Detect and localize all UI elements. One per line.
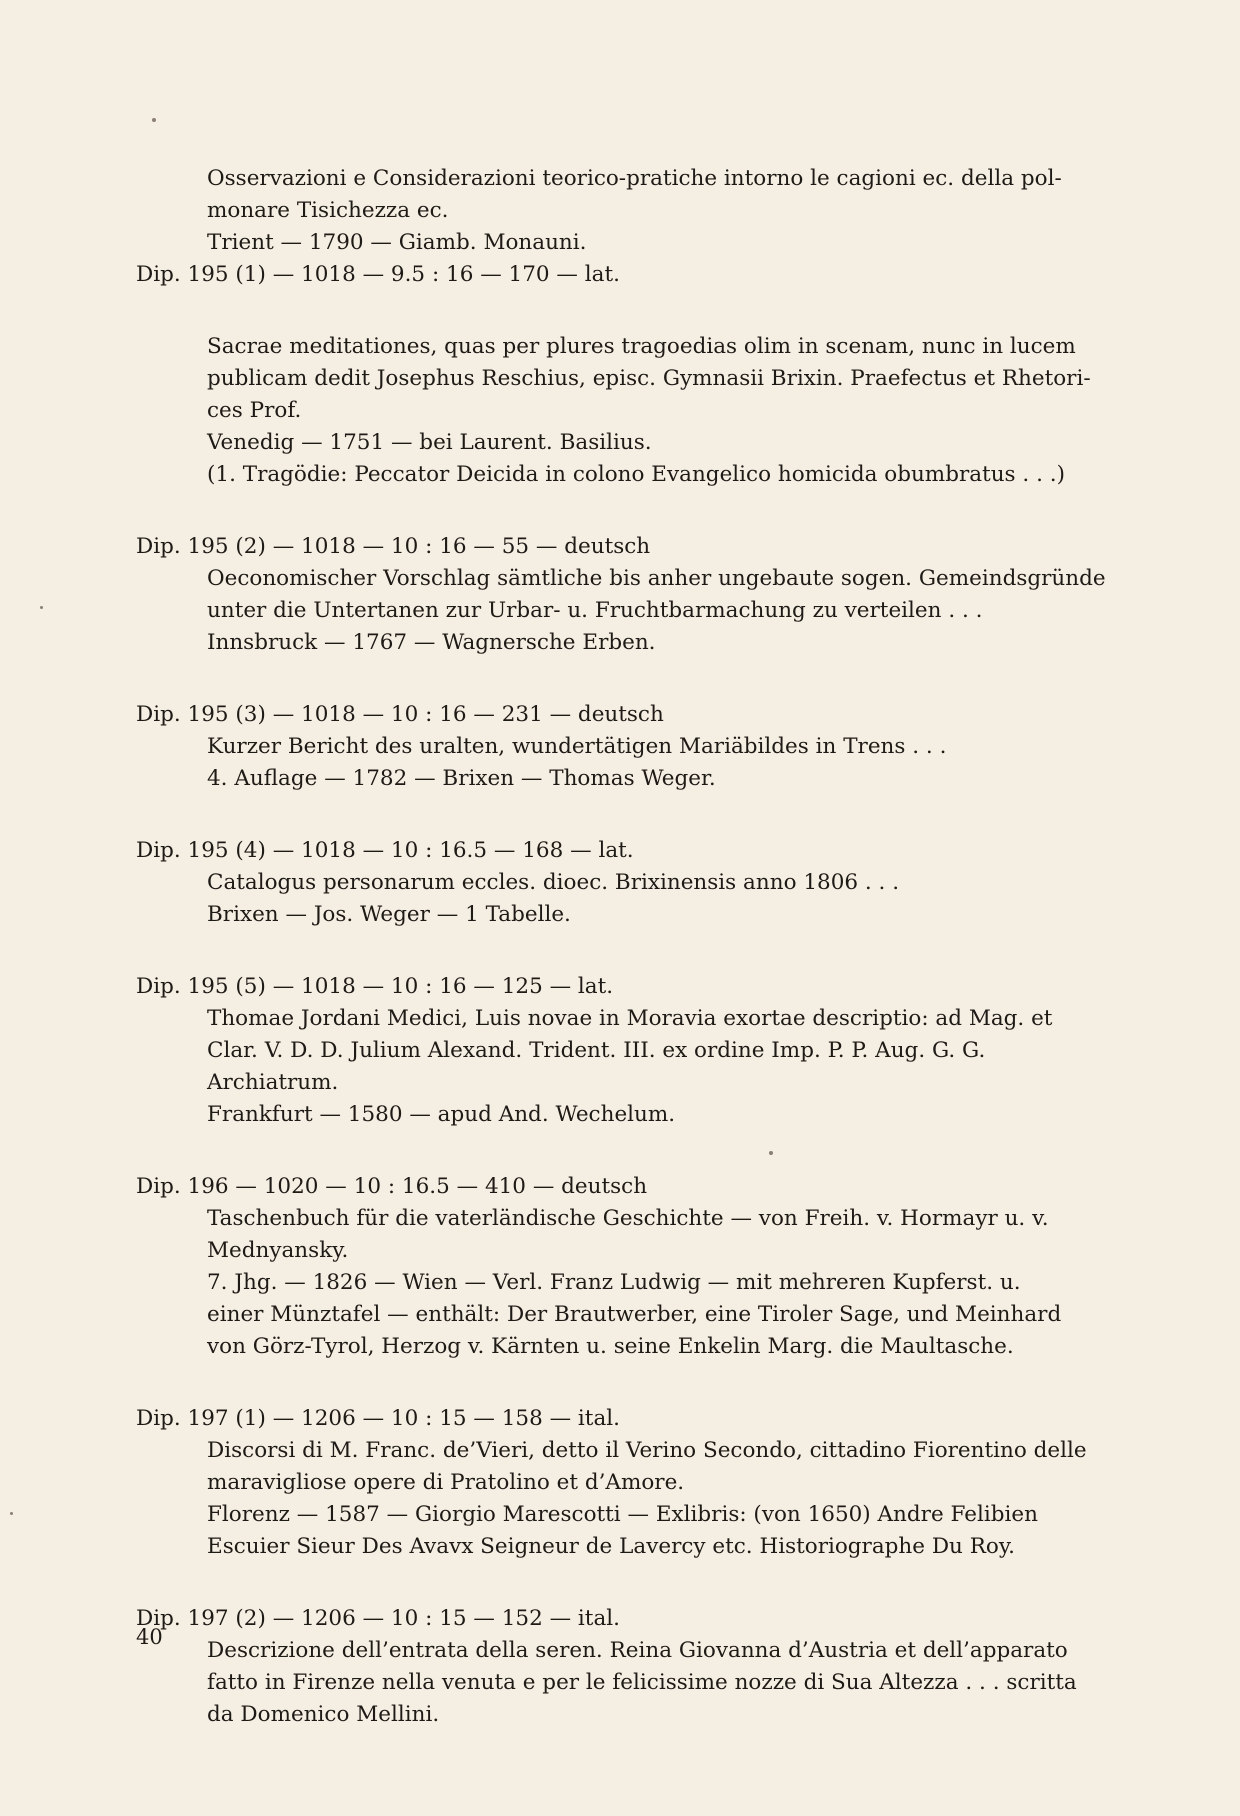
catalog-entry bbox=[136, 163, 1132, 291]
entry-line: Escuier Sieur Des Avavx Seigneur de Lavercy etc. Historiographe Du Roy. bbox=[207, 1534, 1015, 1559]
entry-line: Catalogus personarum eccles. dioec. Brixinensis anno 1806 . . . bbox=[207, 870, 900, 895]
paper-speck bbox=[152, 118, 156, 122]
entry-line: Trient — 1790 — Giamb. Monauni. bbox=[207, 230, 587, 255]
entry-line: Mednyansky. bbox=[207, 1238, 349, 1263]
catalog-entries bbox=[136, 163, 1132, 1771]
entry-line: unter die Untertanen zur Urbar- u. Fruchtbarmachung zu verteilen . . . bbox=[207, 598, 983, 623]
entry-line: da Domenico Mellini. bbox=[207, 1702, 440, 1727]
entry-line: Sacrae meditationes, quas per plures tragoedias olim in scenam, nunc in lucem bbox=[207, 334, 1076, 359]
entry-line: 7. Jhg. — 1826 — Wien — Verl. Franz Ludwig — mit mehreren Kupferst. u. bbox=[207, 1270, 1021, 1295]
entry-line: Frankfurt — 1580 — apud And. Wechelum. bbox=[207, 1102, 676, 1127]
catalog-entry bbox=[136, 331, 1132, 491]
entry-line: maravigliose opere di Pratolino et d’Amore. bbox=[207, 1470, 685, 1495]
catalog-entry bbox=[136, 1171, 1132, 1363]
entry-line: Archiatrum. bbox=[207, 1070, 339, 1095]
entry-line: 4. Auflage — 1782 — Brixen — Thomas Weger. bbox=[207, 766, 716, 791]
entry-line: fatto in Firenze nella venuta e per le felicissime nozze di Sua Altezza . . . scritta bbox=[207, 1670, 1077, 1695]
entry-line: Descrizione dell’entrata della seren. Reina Giovanna d’Austria et dell’apparato bbox=[207, 1638, 1068, 1663]
entry-signature: Dip. 195 (3) — 1018 — 10 : 16 — 231 — deutsch bbox=[136, 702, 664, 727]
entry-line: Discorsi di M. Franc. de’Vieri, detto il Verino Secondo, cittadino Fiorentino delle bbox=[207, 1438, 1087, 1463]
entry-signature: Dip. 195 (2) — 1018 — 10 : 16 — 55 — deutsch bbox=[136, 534, 651, 559]
catalog-entry bbox=[136, 1603, 1132, 1731]
entry-line: einer Münztafel — enthält: Der Brautwerber, eine Tiroler Sage, und Meinhard bbox=[207, 1302, 1062, 1327]
entry-line: von Görz-Tyrol, Herzog v. Kärnten u. seine Enkelin Marg. die Maultasche. bbox=[207, 1334, 1014, 1359]
entry-line: Osservazioni e Considerazioni teorico-pratiche intorno le cagioni ec. della pol- bbox=[207, 166, 1062, 191]
catalog-entry bbox=[136, 1403, 1132, 1563]
entry-line: monare Tisichezza ec. bbox=[207, 198, 449, 223]
entry-line: ces Prof. bbox=[207, 398, 302, 423]
entry-signature: Dip. 196 — 1020 — 10 : 16.5 — 410 — deutsch bbox=[136, 1174, 648, 1199]
paper-speck bbox=[40, 606, 43, 609]
entry-signature: Dip. 195 (5) — 1018 — 10 : 16 — 125 — lat. bbox=[136, 974, 614, 999]
page-number: 40 bbox=[136, 1625, 163, 1649]
entry-line: Venedig — 1751 — bei Laurent. Basilius. bbox=[207, 430, 652, 455]
entry-line: Clar. V. D. D. Julium Alexand. Trident. III. ex ordine Imp. P. P. Aug. G. G. bbox=[207, 1038, 986, 1063]
catalog-entry bbox=[136, 971, 1132, 1131]
entry-signature: Dip. 197 (2) — 1206 — 10 : 15 — 152 — ital. bbox=[136, 1606, 620, 1631]
entry-line: Florenz — 1587 — Giorgio Marescotti — Exlibris: (von 1650) Andre Felibien bbox=[207, 1502, 1038, 1527]
entry-line: (1. Tragödie: Peccator Deicida in colono Evangelico homicida obumbratus . . .) bbox=[207, 462, 1065, 487]
entry-line: Brixen — Jos. Weger — 1 Tabelle. bbox=[207, 902, 571, 927]
entry-signature: Dip. 195 (1) — 1018 — 9.5 : 16 — 170 — lat. bbox=[136, 262, 620, 287]
catalog-entry bbox=[136, 699, 1132, 795]
paper-speck bbox=[10, 1512, 13, 1515]
catalog-entry bbox=[136, 531, 1132, 659]
catalog-entry bbox=[136, 835, 1132, 931]
entry-line: Taschenbuch für die vaterländische Geschichte — von Freih. v. Hormayr u. v. bbox=[207, 1206, 1049, 1231]
entry-line: Oeconomischer Vorschlag sämtliche bis anher ungebaute sogen. Gemeindsgründe bbox=[207, 566, 1106, 591]
entry-line: Innsbruck — 1767 — Wagnersche Erben. bbox=[207, 630, 656, 655]
entry-signature: Dip. 197 (1) — 1206 — 10 : 15 — 158 — ital. bbox=[136, 1406, 620, 1431]
entry-line: Thomae Jordani Medici, Luis novae in Moravia exortae descriptio: ad Mag. et bbox=[207, 1006, 1053, 1031]
entry-signature: Dip. 195 (4) — 1018 — 10 : 16.5 — 168 — lat. bbox=[136, 838, 634, 863]
entry-line: publicam dedit Josephus Reschius, episc. Gymnasii Brixin. Praefectus et Rhetori- bbox=[207, 366, 1091, 391]
entry-line: Kurzer Bericht des uralten, wundertätigen Mariäbildes in Trens . . . bbox=[207, 734, 947, 759]
